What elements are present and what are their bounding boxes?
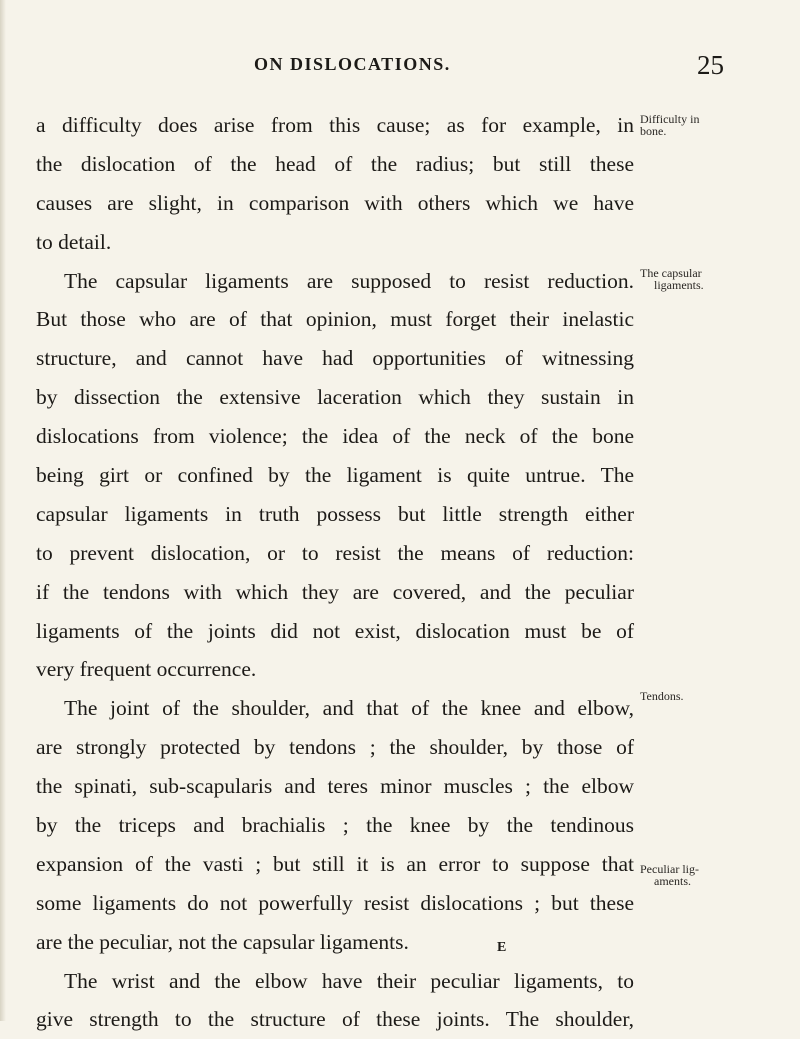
text-line: the spinati, sub-scapularis and teres minor muscles ; the elbow	[36, 774, 634, 799]
side-note-line: Difficulty in	[640, 112, 700, 126]
page-edge-shadow	[0, 0, 6, 1021]
text-line: are the peculiar, not the capsular ligaments.	[36, 929, 409, 954]
running-title: ON DISLOCATIONS.	[254, 54, 451, 74]
text-line: being girt or confined by the ligament is quite untrue. The	[36, 463, 634, 488]
side-note-line: ligaments.	[654, 278, 704, 292]
text-line: to detail.	[36, 229, 112, 254]
side-note-difficulty	[640, 113, 699, 137]
text-line: expansion of the vasti ; but still it is an error to suppose that	[36, 851, 634, 876]
text-line: The joint of the shoulder, and that of the knee and elbow,	[64, 696, 634, 721]
side-note-line: The capsular	[640, 266, 702, 280]
side-note-line: Tendons.	[640, 689, 684, 703]
body-text	[36, 106, 634, 1039]
text-line: if the tendons with which they are covered, and the peculiar	[36, 579, 634, 604]
text-line: dislocations from violence; the idea of the neck of the bone	[36, 424, 634, 449]
text-line: a difficulty does arise from this cause; as for example, in	[36, 113, 634, 137]
side-note-line: bone.	[640, 124, 667, 138]
text-line: causes are slight, in comparison with others which we have	[36, 190, 634, 215]
text-line: But those who are of that opinion, must forget their inelastic	[36, 307, 634, 332]
running-head	[0, 52, 800, 82]
text-line: by the triceps and brachialis ; the knee by the tendinous	[36, 813, 634, 838]
text-line: ligaments of the joints did not exist, dislocation must be of	[36, 618, 634, 643]
text-line: The wrist and the elbow have their peculiar ligaments, to	[64, 968, 634, 993]
text-line: structure, and cannot have had opportunities of witnessing	[36, 346, 634, 371]
text-line: The capsular ligaments are supposed to resist reduction.	[64, 268, 634, 293]
text-line: to prevent dislocation, or to resist the means of reduction:	[36, 540, 634, 565]
signature-mark: E	[497, 940, 507, 955]
side-note-capsular	[640, 267, 704, 291]
side-note-line: Peculiar lig-	[640, 862, 699, 876]
side-note-tendons	[640, 690, 684, 702]
side-note-peculiar	[640, 863, 699, 887]
text-line: by dissection the extensive laceration which they sustain in	[36, 385, 634, 410]
text-line: very frequent occurrence.	[36, 657, 257, 682]
text-line: some ligaments do not powerfully resist dislocations ; but these	[36, 890, 634, 915]
text-line: the dislocation of the head of the radius; but still these	[36, 151, 634, 176]
text-line: are strongly protected by tendons ; the shoulder, by those of	[36, 735, 634, 760]
side-note-line: aments.	[654, 874, 691, 888]
text-line: give strength to the structure of these joints. The shoulder,	[36, 1007, 634, 1032]
page-number: 25	[697, 50, 724, 80]
text-line: capsular ligaments in truth possess but little strength either	[36, 501, 634, 526]
